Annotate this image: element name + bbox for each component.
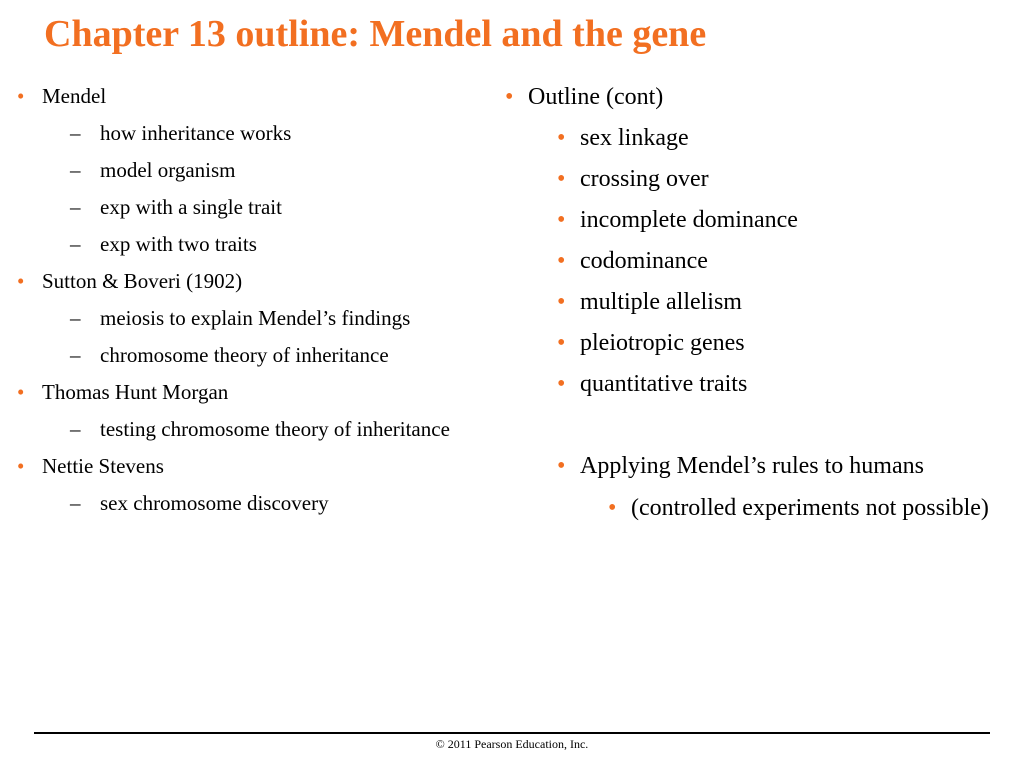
sub-item-label: how inheritance works xyxy=(100,121,292,145)
sub-item-label: chromosome theory of inheritance xyxy=(100,343,389,367)
list-item-mendel xyxy=(14,81,534,118)
sub-item-label: quantitative traits xyxy=(580,371,748,397)
dash-icon: – xyxy=(70,121,81,145)
dash-icon: – xyxy=(70,195,81,219)
sub-item xyxy=(502,286,1012,327)
sub-item xyxy=(502,327,1012,368)
slide-title: Chapter 13 outline: Mendel and the gene xyxy=(44,13,707,55)
bullet-icon: • xyxy=(557,330,566,356)
sub-item-label: model organism xyxy=(100,158,236,182)
bullet-icon: • xyxy=(17,380,25,404)
sub-sub-item xyxy=(502,491,1001,526)
sub-item xyxy=(14,229,534,266)
sub-item xyxy=(502,204,1012,245)
bullet-icon: • xyxy=(608,495,617,521)
left-column xyxy=(14,81,534,525)
sub-item-label: Applying Mendel’s rules to humans xyxy=(580,453,924,479)
sub-item-label: incomplete dominance xyxy=(580,207,798,233)
list-item-sutton xyxy=(14,266,534,303)
list-item-label: Thomas Hunt Morgan xyxy=(42,380,229,404)
sub-item-label: testing chromosome theory of inheritance xyxy=(100,417,450,441)
bullet-icon: • xyxy=(505,84,514,110)
list-item-label: Sutton & Boveri (1902) xyxy=(42,269,243,293)
sub-item-label: meiosis to explain Mendel’s findings xyxy=(100,306,411,330)
sub-item xyxy=(502,122,1012,163)
sub-item xyxy=(14,192,534,229)
sub-item-label: sex linkage xyxy=(580,125,689,151)
sub-item-label: crossing over xyxy=(580,166,709,192)
sub-item xyxy=(502,368,1012,409)
sub-item-label: sex chromosome discovery xyxy=(100,491,329,515)
list-item-morgan xyxy=(14,377,534,414)
sub-item xyxy=(14,340,534,377)
sub-item xyxy=(502,163,1012,204)
bullet-icon: • xyxy=(17,269,25,293)
bullet-icon: • xyxy=(557,207,566,233)
sub-item xyxy=(14,488,534,525)
sub-sub-item-label: (controlled experiments not possible) xyxy=(631,495,989,521)
dash-icon: – xyxy=(70,491,81,515)
bullet-icon: • xyxy=(17,454,25,478)
bullet-icon: • xyxy=(557,289,566,315)
sub-item-label: exp with two traits xyxy=(100,232,257,256)
right-column xyxy=(502,81,1012,526)
bullet-icon: • xyxy=(557,125,566,151)
dash-icon: – xyxy=(70,417,81,441)
footer-divider xyxy=(34,732,990,734)
bullet-icon: • xyxy=(557,166,566,192)
bullet-icon: • xyxy=(557,248,566,274)
sub-item xyxy=(14,155,534,192)
dash-icon: – xyxy=(70,343,81,367)
sub-item-label: codominance xyxy=(580,248,708,274)
list-item-label: Nettie Stevens xyxy=(42,454,164,478)
sub-item-applying xyxy=(502,450,1012,491)
dash-icon: – xyxy=(70,158,81,182)
sub-item-label: exp with a single trait xyxy=(100,195,282,219)
bullet-icon: • xyxy=(17,84,25,108)
list-item-outline xyxy=(502,81,1012,122)
dash-icon: – xyxy=(70,306,81,330)
list-item-label: Outline (cont) xyxy=(528,84,664,110)
sub-item-label: pleiotropic genes xyxy=(580,330,745,356)
sub-item xyxy=(502,245,1012,286)
sub-item xyxy=(14,303,534,340)
list-item-label: Mendel xyxy=(42,84,107,108)
sub-item xyxy=(14,414,534,451)
dash-icon: – xyxy=(70,232,81,256)
sub-item-label: multiple allelism xyxy=(580,289,742,315)
sub-item xyxy=(14,118,534,155)
bullet-icon: • xyxy=(557,371,566,397)
list-item-stevens xyxy=(14,451,534,488)
copyright-footer: © 2011 Pearson Education, Inc. xyxy=(435,737,589,751)
spacer xyxy=(502,409,1012,450)
bullet-icon: • xyxy=(557,453,566,479)
